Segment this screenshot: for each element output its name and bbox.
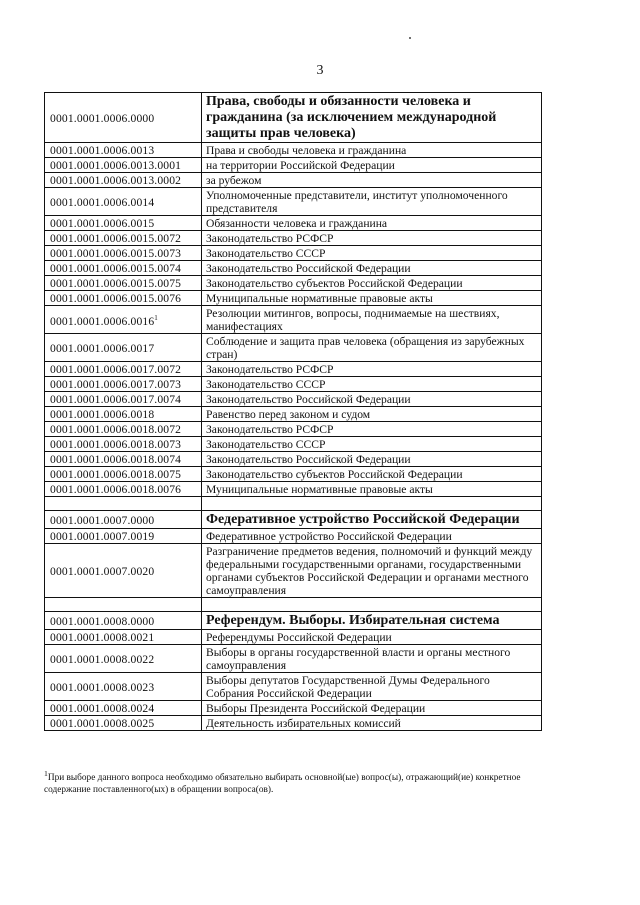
row-code-cell bbox=[45, 276, 202, 291]
section-title: Права, свободы и обязанности человека и гражданина (за исключением международной защиты прав человека) bbox=[202, 93, 542, 143]
row-name: Федеративное устройство Российской Федерации bbox=[202, 529, 542, 544]
row-code: 0001.0001.0006.0018.0072 bbox=[50, 423, 182, 436]
section-row bbox=[45, 612, 542, 630]
row-code-cell bbox=[45, 437, 202, 452]
row-code-cell bbox=[45, 529, 202, 544]
row-code-cell bbox=[45, 482, 202, 497]
row-code: 0001.0001.0008.0023 bbox=[50, 680, 155, 694]
spacer-row bbox=[45, 497, 542, 511]
row-code: 0001.0001.0007.0000 bbox=[50, 513, 155, 527]
row-name: Разграничение предметов ведения, полномочий и функций между федеральными государственными органами, государственными органами субъектов Российской Федерации и органами местного самоуправления bbox=[202, 544, 542, 598]
row-code-cell bbox=[45, 612, 202, 630]
row-code: 0001.0001.0006.0013 bbox=[50, 144, 155, 157]
table-row bbox=[45, 261, 542, 276]
row-code-cell bbox=[45, 497, 202, 511]
row-code-cell bbox=[45, 630, 202, 645]
row-code: 0001.0001.0006.0013.0002 bbox=[50, 174, 182, 187]
row-code-cell bbox=[45, 511, 202, 529]
row-code-cell bbox=[45, 392, 202, 407]
scan-speck bbox=[409, 37, 411, 39]
table-row bbox=[45, 231, 542, 246]
table-row bbox=[45, 173, 542, 188]
row-code: 0001.0001.0007.0020 bbox=[50, 564, 155, 578]
row-name: Уполномоченные представители, институт уполномоченного представителя bbox=[202, 188, 542, 216]
table-row bbox=[45, 529, 542, 544]
row-code: 0001.0001.0006.0015 bbox=[50, 217, 155, 230]
row-name: Муниципальные нормативные правовые акты bbox=[202, 482, 542, 497]
row-code: 0001.0001.0006.0015.0074 bbox=[50, 262, 182, 275]
row-name: Законодательство субъектов Российской Федерации bbox=[202, 467, 542, 482]
row-name: Законодательство РСФСР bbox=[202, 422, 542, 437]
row-code: 0001.0001.0006.0015.0076 bbox=[50, 292, 182, 305]
row-code-cell bbox=[45, 701, 202, 716]
table-row bbox=[45, 158, 542, 173]
row-code-cell bbox=[45, 377, 202, 392]
row-name: Резолюции митингов, вопросы, поднимаемые на шествиях, манифестациях bbox=[202, 306, 542, 334]
row-code: 0001.0001.0006.0016 bbox=[50, 315, 155, 328]
row-name: Законодательство Российской Федерации bbox=[202, 452, 542, 467]
row-code: 0001.0001.0006.0017.0074 bbox=[50, 393, 182, 406]
row-name bbox=[202, 497, 542, 511]
table-row bbox=[45, 143, 542, 158]
row-code: 0001.0001.0006.0015.0072 bbox=[50, 232, 182, 245]
table-row bbox=[45, 482, 542, 497]
row-name: Выборы депутатов Государственной Думы Федерального Собрания Российской Федерации bbox=[202, 673, 542, 701]
section-title: Референдум. Выборы. Избирательная система bbox=[202, 612, 542, 630]
table-row bbox=[45, 673, 542, 701]
section-row bbox=[45, 511, 542, 529]
row-name: Законодательство Российской Федерации bbox=[202, 392, 542, 407]
row-code: 0001.0001.0008.0021 bbox=[50, 631, 155, 644]
row-code: 0001.0001.0006.0015.0075 bbox=[50, 277, 182, 290]
row-name: Выборы в органы государственной власти и органы местного самоуправления bbox=[202, 645, 542, 673]
footnote-marker: 1 bbox=[44, 769, 48, 778]
row-name: Законодательство СССР bbox=[202, 437, 542, 452]
table-row bbox=[45, 716, 542, 731]
row-code-cell bbox=[45, 467, 202, 482]
row-code-cell bbox=[45, 407, 202, 422]
row-code: 0001.0001.0006.0000 bbox=[50, 111, 155, 125]
row-code: 0001.0001.0006.0014 bbox=[50, 195, 155, 209]
table-row bbox=[45, 467, 542, 482]
footnote bbox=[44, 768, 564, 796]
row-code: 0001.0001.0008.0000 bbox=[50, 614, 155, 628]
spacer-row bbox=[45, 598, 542, 612]
table-row bbox=[45, 306, 542, 334]
row-code: 0001.0001.0008.0022 bbox=[50, 652, 155, 666]
row-code: 0001.0001.0008.0024 bbox=[50, 702, 155, 715]
row-name: Соблюдение и защита прав человека (обращения из зарубежных стран) bbox=[202, 334, 542, 362]
row-name: Законодательство Российской Федерации bbox=[202, 261, 542, 276]
footnote-text: При выборе данного вопроса необходимо обязательно выбирать основной(ые) вопрос(ы), отражающий(ие) конкретное содержание поставленного(ых) в обращении вопроса(ов). bbox=[44, 773, 521, 796]
row-code-cell bbox=[45, 544, 202, 598]
page-number: 3 bbox=[316, 63, 324, 78]
row-code: 0001.0001.0006.0013.0001 bbox=[50, 159, 182, 172]
row-code: 0001.0001.0008.0025 bbox=[50, 717, 155, 730]
table-row bbox=[45, 701, 542, 716]
footnote-ref: 1 bbox=[154, 314, 158, 322]
row-name: Законодательство СССР bbox=[202, 246, 542, 261]
row-name bbox=[202, 598, 542, 612]
table-row bbox=[45, 630, 542, 645]
section-title: Федеративное устройство Российской Федерации bbox=[202, 511, 542, 529]
row-code: 0001.0001.0006.0015.0073 bbox=[50, 247, 182, 260]
table-row bbox=[45, 276, 542, 291]
table-row bbox=[45, 544, 542, 598]
row-code-cell bbox=[45, 291, 202, 306]
table-row bbox=[45, 437, 542, 452]
row-code-cell bbox=[45, 362, 202, 377]
classifier-table-body bbox=[45, 93, 542, 731]
row-name: Законодательство РСФСР bbox=[202, 362, 542, 377]
row-code-cell bbox=[45, 246, 202, 261]
row-name: Законодательство СССР bbox=[202, 377, 542, 392]
table-row bbox=[45, 362, 542, 377]
row-code-cell bbox=[45, 93, 202, 143]
row-name: Выборы Президента Российской Федерации bbox=[202, 701, 542, 716]
table-row bbox=[45, 216, 542, 231]
row-name: Права и свободы человека и гражданина bbox=[202, 143, 542, 158]
classifier-table bbox=[44, 92, 542, 731]
row-name: Законодательство субъектов Российской Федерации bbox=[202, 276, 542, 291]
row-code-cell bbox=[45, 598, 202, 612]
row-code: 0001.0001.0006.0017.0073 bbox=[50, 378, 182, 391]
row-code: 0001.0001.0006.0018 bbox=[50, 408, 155, 421]
row-code-cell bbox=[45, 645, 202, 673]
row-code: 0001.0001.0006.0017 bbox=[50, 341, 155, 355]
row-code-cell bbox=[45, 261, 202, 276]
row-code-cell bbox=[45, 334, 202, 362]
row-code-cell bbox=[45, 306, 202, 334]
table-row bbox=[45, 452, 542, 467]
row-code: 0001.0001.0006.0018.0074 bbox=[50, 453, 182, 466]
section-row bbox=[45, 93, 542, 143]
table-row bbox=[45, 422, 542, 437]
row-name: Законодательство РСФСР bbox=[202, 231, 542, 246]
row-name: Муниципальные нормативные правовые акты bbox=[202, 291, 542, 306]
table-row bbox=[45, 291, 542, 306]
row-code-cell bbox=[45, 422, 202, 437]
row-name: Деятельность избирательных комиссий bbox=[202, 716, 542, 731]
row-name: Равенство перед законом и судом bbox=[202, 407, 542, 422]
row-code: 0001.0001.0006.0017.0072 bbox=[50, 363, 182, 376]
row-code: 0001.0001.0006.0018.0073 bbox=[50, 438, 182, 451]
table-row bbox=[45, 377, 542, 392]
row-name: за рубежом bbox=[202, 173, 542, 188]
table-row bbox=[45, 392, 542, 407]
row-code: 0001.0001.0006.0018.0076 bbox=[50, 483, 182, 496]
row-code-cell bbox=[45, 231, 202, 246]
row-code-cell bbox=[45, 716, 202, 731]
row-code-cell bbox=[45, 143, 202, 158]
row-code-cell bbox=[45, 216, 202, 231]
table-row bbox=[45, 407, 542, 422]
table-row bbox=[45, 645, 542, 673]
table-row bbox=[45, 334, 542, 362]
row-code-cell bbox=[45, 173, 202, 188]
row-code-cell bbox=[45, 452, 202, 467]
row-name: на территории Российской Федерации bbox=[202, 158, 542, 173]
table-row bbox=[45, 188, 542, 216]
row-code-cell bbox=[45, 188, 202, 216]
row-name: Обязанности человека и гражданина bbox=[202, 216, 542, 231]
row-code-cell bbox=[45, 673, 202, 701]
row-code-cell bbox=[45, 158, 202, 173]
row-name: Референдумы Российской Федерации bbox=[202, 630, 542, 645]
row-code: 0001.0001.0007.0019 bbox=[50, 530, 155, 543]
row-code: 0001.0001.0006.0018.0075 bbox=[50, 468, 182, 481]
table-row bbox=[45, 246, 542, 261]
